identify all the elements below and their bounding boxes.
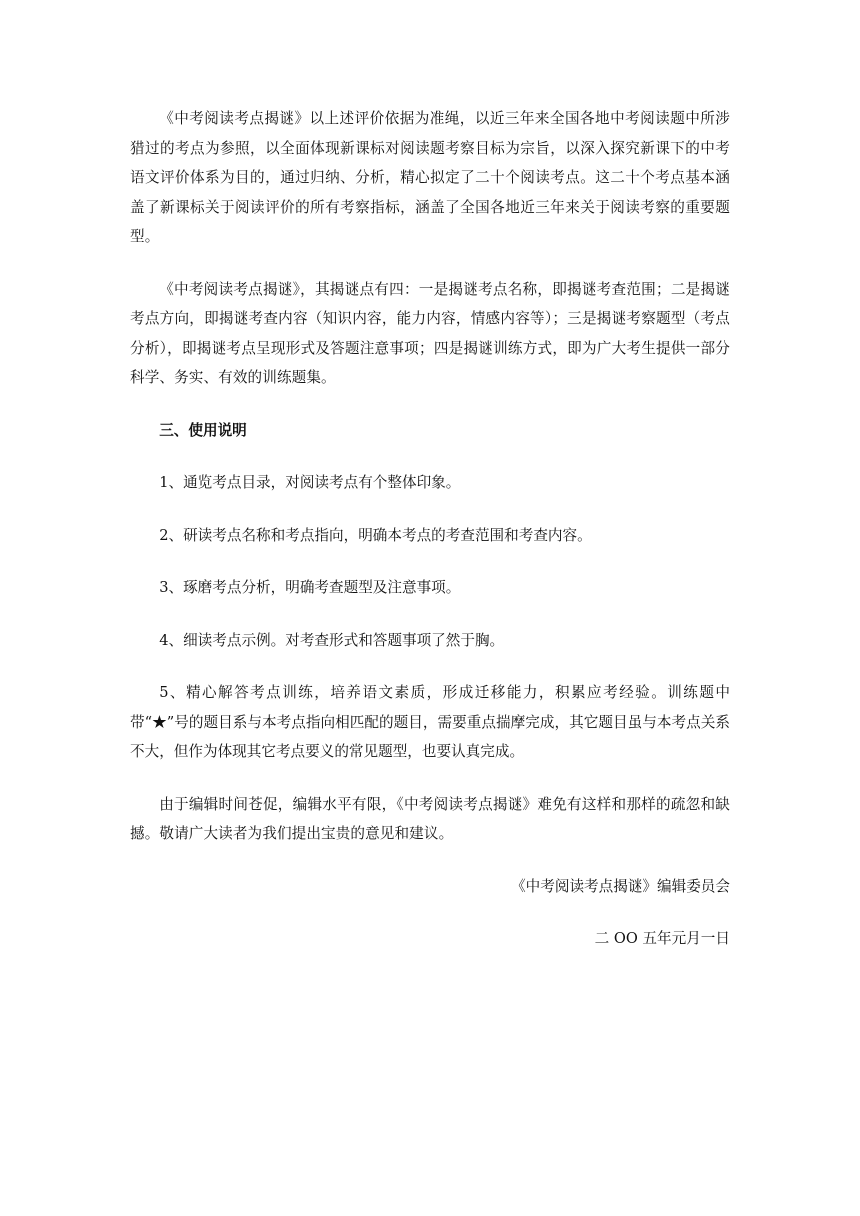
instruction-item-5: 5、精心解答考点训练，培养语文素质，形成迁移能力，积累应考经验。训练题中带“★”号的题目系与本考点指向相匹配的题目，需要重点揣摩完成，其它题目虽与本考点关系不大，但作为体现其它考点要义的常见题型，也要认真完成。: [130, 684, 730, 760]
intro-paragraph-2: 《中考阅读考点揭谜》，其揭谜点有四：一是揭谜考点名称，即揭谜考查范围；二是揭谜考点方向，即揭谜考查内容（知识内容，能力内容，情感内容等）；三是揭谜考察题型（考点分析），即揭谜考点呈现形式及答题注意事项；四是揭谜训练方式，即为广大考生提供一部分科学、务实、有效的训练题集。: [130, 280, 730, 386]
instruction-item-4: 4、细读考点示例。对考查形式和答题事项了然于胸。: [159, 631, 505, 649]
date: 二 OO 五年元月一日: [594, 930, 730, 947]
signature: 《中考阅读考点揭谜》编辑委员会: [511, 877, 730, 895]
intro-paragraph-1: 《中考阅读考点揭谜》以上述评价依据为准绳，以近三年来全国各地中考阅读题中所涉猎过的考点为参照，以全面体现新课标对阅读题考察目标为宗旨，以深入探究新课下的中考语文评价体系为目的，通过归纳、分析，精心拟定了二十个阅读考点。这二十个考点基本涵盖了新课标关于阅读评价的所有考察指标，涵盖了全国各地近三年来关于阅读考察的重要题型。: [130, 110, 730, 245]
closing-paragraph: 由于编辑时间苍促，编辑水平有限，《中考阅读考点揭谜》难免有这样和那样的疏忽和缺撼。敬请广大读者为我们提出宝贵的意见和建议。: [130, 795, 730, 842]
section-heading: 三、使用说明: [159, 421, 247, 439]
instruction-item-1: 1、通览考点目录，对阅读考点有个整体印象。: [159, 474, 461, 491]
document-body: [130, 104, 730, 977]
instruction-item-2: 2、研读考点名称和考点指向，明确本考点的考查范围和考查内容。: [159, 526, 592, 544]
instruction-item-3: 3、琢磨考点分析，明确考查题型及注意事项。: [159, 579, 461, 596]
